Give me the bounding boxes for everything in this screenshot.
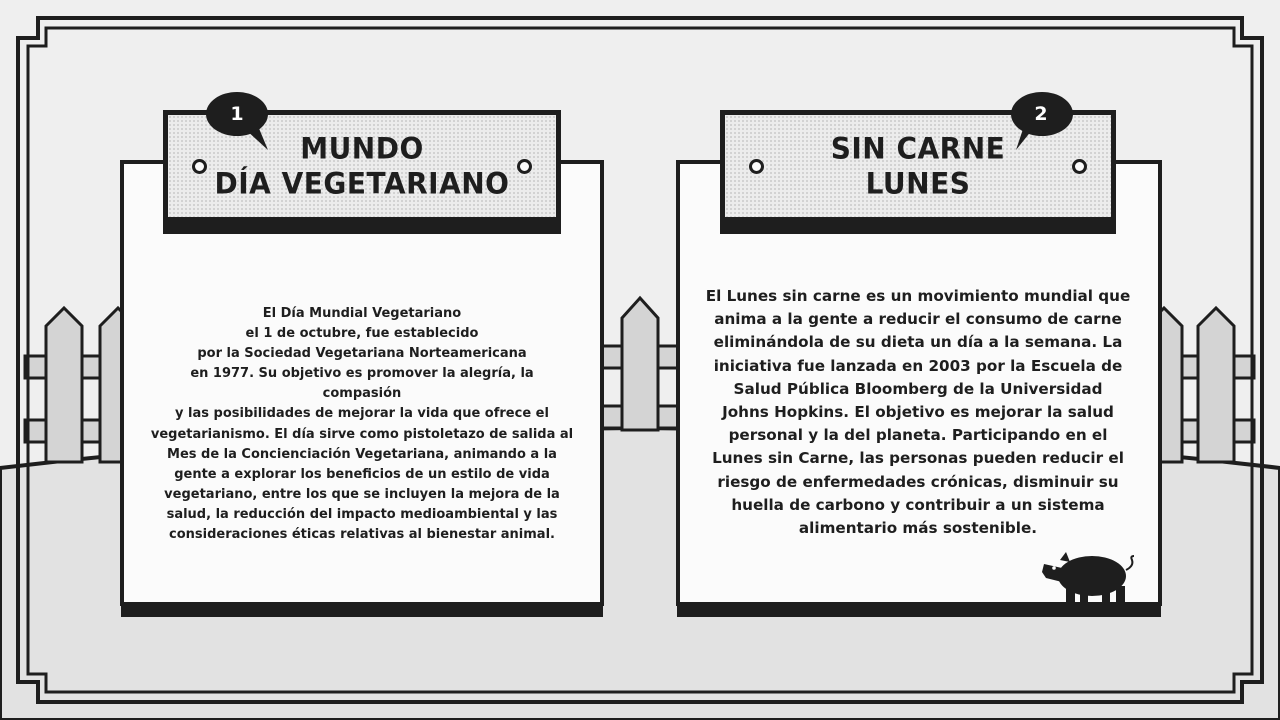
rivet-icon <box>749 159 764 174</box>
pig-icon <box>1040 550 1140 608</box>
card-2-body: El Lunes sin carne es un movimiento mundial que anima a la gente a reducir el consumo de carne eliminándola de su dieta un día a la semana. La iniciativa fue lanzada en 2003 por la Escuela de Salud Pública Bloomberg de la Universidad Johns Hopkins. El objetivo es mejorar la salud personal y la del planeta. Participando en el Lunes sin Carne, las personas pueden reducir el riesgo de enfermedades crónicas, disminuir su huella de carbono y contribuir a un sistema alimentario más sostenible. <box>705 287 1131 538</box>
middle-fence <box>600 298 680 430</box>
rivet-icon <box>192 159 207 174</box>
rivet-icon <box>1072 159 1087 174</box>
number-2-bubble <box>1010 92 1080 152</box>
card-1-body: El Día Mundial Vegetariano el 1 de octubre, fue establecido por la Sociedad Vegetariana Norteamericana en 1977. Su objetivo es promover la alegría, la compasión y las posibilidades de mejorar la vida que ofrece el vegetarianismo. El día sirve como pistoletazo de salida al Mes de la Concienciación Vegetariana, animando a la gente a explorar los beneficios de un estilo de vida vegetariano, entre los que se incluyen la mejora de la salud, la reducción del impacto medioambiental y las consideraciones éticas relativas al bienestar animal. <box>150 306 574 543</box>
rivet-icon <box>517 159 532 174</box>
card-1-title: MUNDO DÍA VEGETARIANO <box>214 131 510 201</box>
card-2-number: 2 <box>1034 103 1048 125</box>
right-fence <box>1146 308 1254 462</box>
card-2-title: SIN CARNE LUNES <box>830 131 1006 201</box>
number-1-bubble <box>206 92 276 152</box>
card-1-number: 1 <box>230 103 244 125</box>
